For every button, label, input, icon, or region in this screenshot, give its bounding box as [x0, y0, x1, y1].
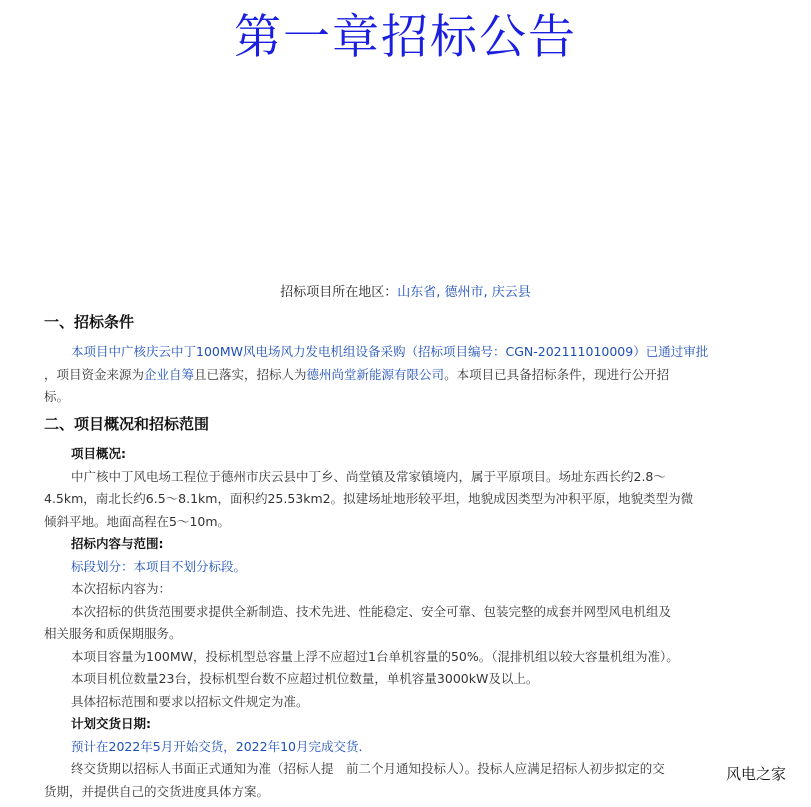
units-line: 本项目机位数量23台，投标机型台数不应超过机位数量，单机容量3000kW及以上。 — [71, 671, 539, 686]
overview-line1: 中广核中丁风电场工程位于德州市庆云县中丁乡、尚堂镇及常家镇境内，属于平原项目。场址东西长约2.8～ — [71, 468, 666, 484]
overview-label: 项目概况: — [71, 446, 126, 461]
section1-line3: 标。 — [44, 389, 70, 404]
delivery-label: 计划交货日期: — [71, 716, 151, 731]
capacity-line: 本项目容量为100MW，投标机型总容量上浮不应超过1台单机容量的50%。（混排机组以较大容量机组为准）。 — [71, 648, 679, 664]
project-location — [0, 284, 811, 302]
text-fragment: 。本项目已具备招标条件，现进行公开招 — [444, 366, 670, 382]
approval-link[interactable]: 审批 — [683, 344, 709, 359]
file-note-line: 具体招标范围和要求以招标文件规定为准。 — [71, 693, 309, 709]
scope-label: 招标内容与范围: — [71, 536, 164, 551]
project-name-link[interactable]: 本项目中广核庆云中丁100MW风电场风力发电机组设备采购（招标项目编号：CGN-202111010009）已通过 — [71, 344, 684, 359]
section1-line2 — [44, 364, 766, 387]
section1-heading: 一、招标条件 — [44, 313, 135, 331]
text-fragment: 且已落实，招标人为 — [194, 366, 307, 382]
delivery-line1: 终交货期以招标人书面正式通知为准（招标人提 前二个月通知投标人）。投标人应满足招标人初步拟定的交 — [71, 761, 665, 776]
scope-line1: 本次招标的供货范围要求提供全新制造、技术先进、性能稳定、安全可靠、包装完整的成套并网型风电机组及 — [71, 603, 672, 619]
section1-line1 — [44, 341, 766, 364]
delivery-plan[interactable]: 预计在2022年5月开始交货，2022年10月完成交货. — [71, 738, 363, 754]
location-value[interactable]: 山东省, 德州市, 庆云县 — [397, 285, 531, 300]
fund-source-link[interactable]: 企业自筹 — [144, 366, 195, 382]
overview-line3: 倾斜平地。地面高程在5～10m。 — [44, 513, 231, 529]
tenderer-link[interactable]: 德州尚堂新能源有限公司 — [306, 366, 445, 382]
lot-division[interactable]: 标段划分：本项目不划分标段。 — [71, 558, 247, 574]
section2-heading: 二、项目概况和招标范围 — [44, 415, 210, 433]
section1-body — [44, 341, 766, 409]
overview-line2: 4.5km，南北长约6.5～8.1km，面积约25.53km2。拟建场址地形较平坦，地貌成因类型为冲积平原，地貌类型为微 — [44, 491, 694, 506]
chapter-title: 第一章招标公告 — [234, 10, 577, 65]
scope-line2: 相关服务和质保期服务。 — [44, 626, 182, 641]
delivery-line2: 货期，并提供自己的交货进度具体方案。 — [44, 783, 270, 799]
scope-intro: 本次招标内容为： — [71, 581, 172, 596]
location-label: 招标项目所在地区： — [280, 285, 398, 300]
watermark-logo: 风电之家 — [726, 765, 787, 783]
text-fragment: ，项目资金来源为 — [44, 366, 145, 382]
section2-body — [44, 443, 766, 803]
